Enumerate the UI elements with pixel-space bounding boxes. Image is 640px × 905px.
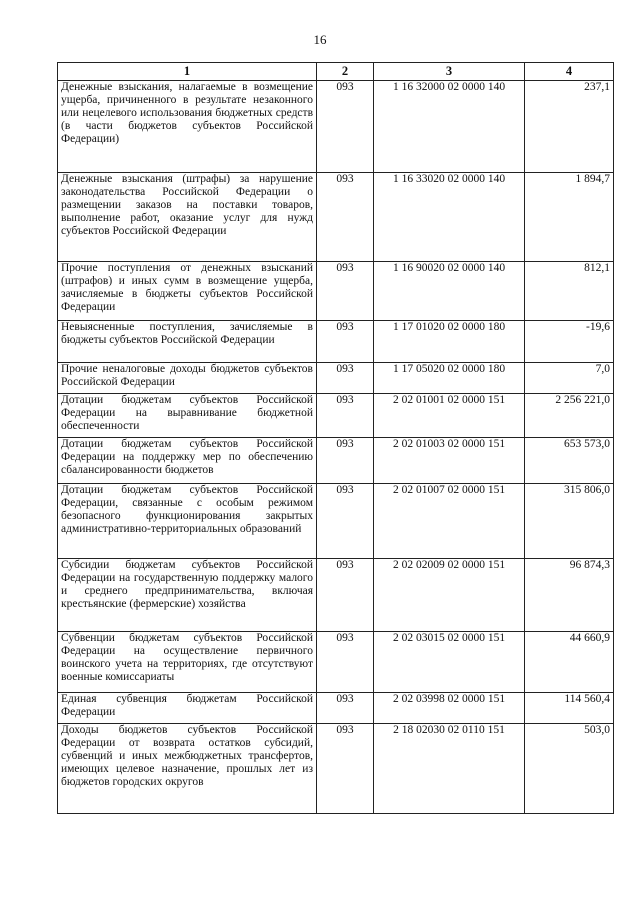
table-row <box>58 724 614 814</box>
kbk-code-cell: 1 17 05020 02 0000 180 <box>374 363 525 394</box>
amount-cell: 237,1 <box>525 81 614 173</box>
page-number: 16 <box>313 32 327 47</box>
admin-code-cell: 093 <box>317 262 374 321</box>
admin-code-cell: 093 <box>317 632 374 693</box>
amount-cell: 653 573,0 <box>525 438 614 484</box>
admin-code-cell: 093 <box>317 81 374 173</box>
income-name-cell: Денежные взыскания, налагаемые в возмещение ущерба, причиненного в результате незаконного или нецелевого использования бюджетных средств (в части бюджетов субъектов Российской Федерации) <box>58 81 317 173</box>
income-name-cell: Прочие поступления от денежных взысканий (штрафов) и иных сумм в возмещение ущерба, зачисляемые в бюджеты субъектов Российской Федерации <box>58 262 317 321</box>
admin-code-cell: 093 <box>317 394 374 438</box>
kbk-code-cell: 2 02 01007 02 0000 151 <box>374 484 525 559</box>
amount-cell: 812,1 <box>525 262 614 321</box>
amount-cell: 44 660,9 <box>525 632 614 693</box>
income-name-cell: Дотации бюджетам субъектов Российской Федерации на выравнивание бюджетной обеспеченности <box>58 394 317 438</box>
table-row <box>58 81 614 173</box>
income-name-cell: Субвенции бюджетам субъектов Российской Федерации на осуществление первичного воинского учета на территориях, где отсутствуют военные комиссариаты <box>58 632 317 693</box>
header-col-1: 1 <box>58 63 317 81</box>
kbk-code-cell: 1 16 90020 02 0000 140 <box>374 262 525 321</box>
kbk-code-cell: 2 02 03998 02 0000 151 <box>374 693 525 724</box>
table-row <box>58 394 614 438</box>
admin-code-cell: 093 <box>317 693 374 724</box>
table-body <box>58 81 614 814</box>
admin-code-cell: 093 <box>317 724 374 814</box>
income-name-cell: Невыясненные поступления, зачисляемые в бюджеты субъектов Российской Федерации <box>58 321 317 363</box>
income-name-cell: Денежные взыскания (штрафы) за нарушение законодательства Российской Федерации о размещении заказов на поставки товаров, выполнение работ, оказание услуг для нужд субъектов Российской Федерации <box>58 173 317 262</box>
admin-code-cell: 093 <box>317 559 374 632</box>
kbk-code-cell: 2 02 01001 02 0000 151 <box>374 394 525 438</box>
table-row <box>58 363 614 394</box>
table-header <box>58 63 614 81</box>
kbk-code-cell: 2 02 01003 02 0000 151 <box>374 438 525 484</box>
income-name-cell: Дотации бюджетам субъектов Российской Федерации на поддержку мер по обеспечению сбалансированности бюджетов <box>58 438 317 484</box>
kbk-code-cell: 2 18 02030 02 0110 151 <box>374 724 525 814</box>
kbk-code-cell: 2 02 03015 02 0000 151 <box>374 632 525 693</box>
amount-cell: 1 894,7 <box>525 173 614 262</box>
table-row <box>58 693 614 724</box>
kbk-code-cell: 2 02 02009 02 0000 151 <box>374 559 525 632</box>
table-header-row <box>58 63 614 81</box>
amount-cell: -19,6 <box>525 321 614 363</box>
income-name-cell: Единая субвенция бюджетам Российской Федерации <box>58 693 317 724</box>
admin-code-cell: 093 <box>317 438 374 484</box>
amount-cell: 114 560,4 <box>525 693 614 724</box>
kbk-code-cell: 1 16 32000 02 0000 140 <box>374 81 525 173</box>
admin-code-cell: 093 <box>317 363 374 394</box>
kbk-code-cell: 1 16 33020 02 0000 140 <box>374 173 525 262</box>
admin-code-cell: 093 <box>317 173 374 262</box>
table-row <box>58 173 614 262</box>
header-col-2: 2 <box>317 63 374 81</box>
header-col-4: 4 <box>525 63 614 81</box>
amount-cell: 7,0 <box>525 363 614 394</box>
amount-cell: 503,0 <box>525 724 614 814</box>
admin-code-cell: 093 <box>317 321 374 363</box>
amount-cell: 2 256 221,0 <box>525 394 614 438</box>
revenue-table <box>57 62 614 814</box>
table-row <box>58 484 614 559</box>
income-name-cell: Доходы бюджетов субъектов Российской Федерации от возврата остатков субсидий, субвенций и иных межбюджетных трансфертов, имеющих целевое назначение, прошлых лет из бюджетов городских округов <box>58 724 317 814</box>
table-row <box>58 632 614 693</box>
kbk-code-cell: 1 17 01020 02 0000 180 <box>374 321 525 363</box>
table-row <box>58 559 614 632</box>
income-name-cell: Дотации бюджетам субъектов Российской Федерации, связанные с особым режимом безопасного функционирования закрытых административно-территориальных образований <box>58 484 317 559</box>
amount-cell: 315 806,0 <box>525 484 614 559</box>
amount-cell: 96 874,3 <box>525 559 614 632</box>
admin-code-cell: 093 <box>317 484 374 559</box>
income-name-cell: Прочие неналоговые доходы бюджетов субъектов Российской Федерации <box>58 363 317 394</box>
table-row <box>58 262 614 321</box>
header-col-3: 3 <box>374 63 525 81</box>
table-row <box>58 321 614 363</box>
income-name-cell: Субсидии бюджетам субъектов Российской Федерации на государственную поддержку малого и среднего предпринимательства, включая крестьянские (фермерские) хозяйства <box>58 559 317 632</box>
table-row <box>58 438 614 484</box>
